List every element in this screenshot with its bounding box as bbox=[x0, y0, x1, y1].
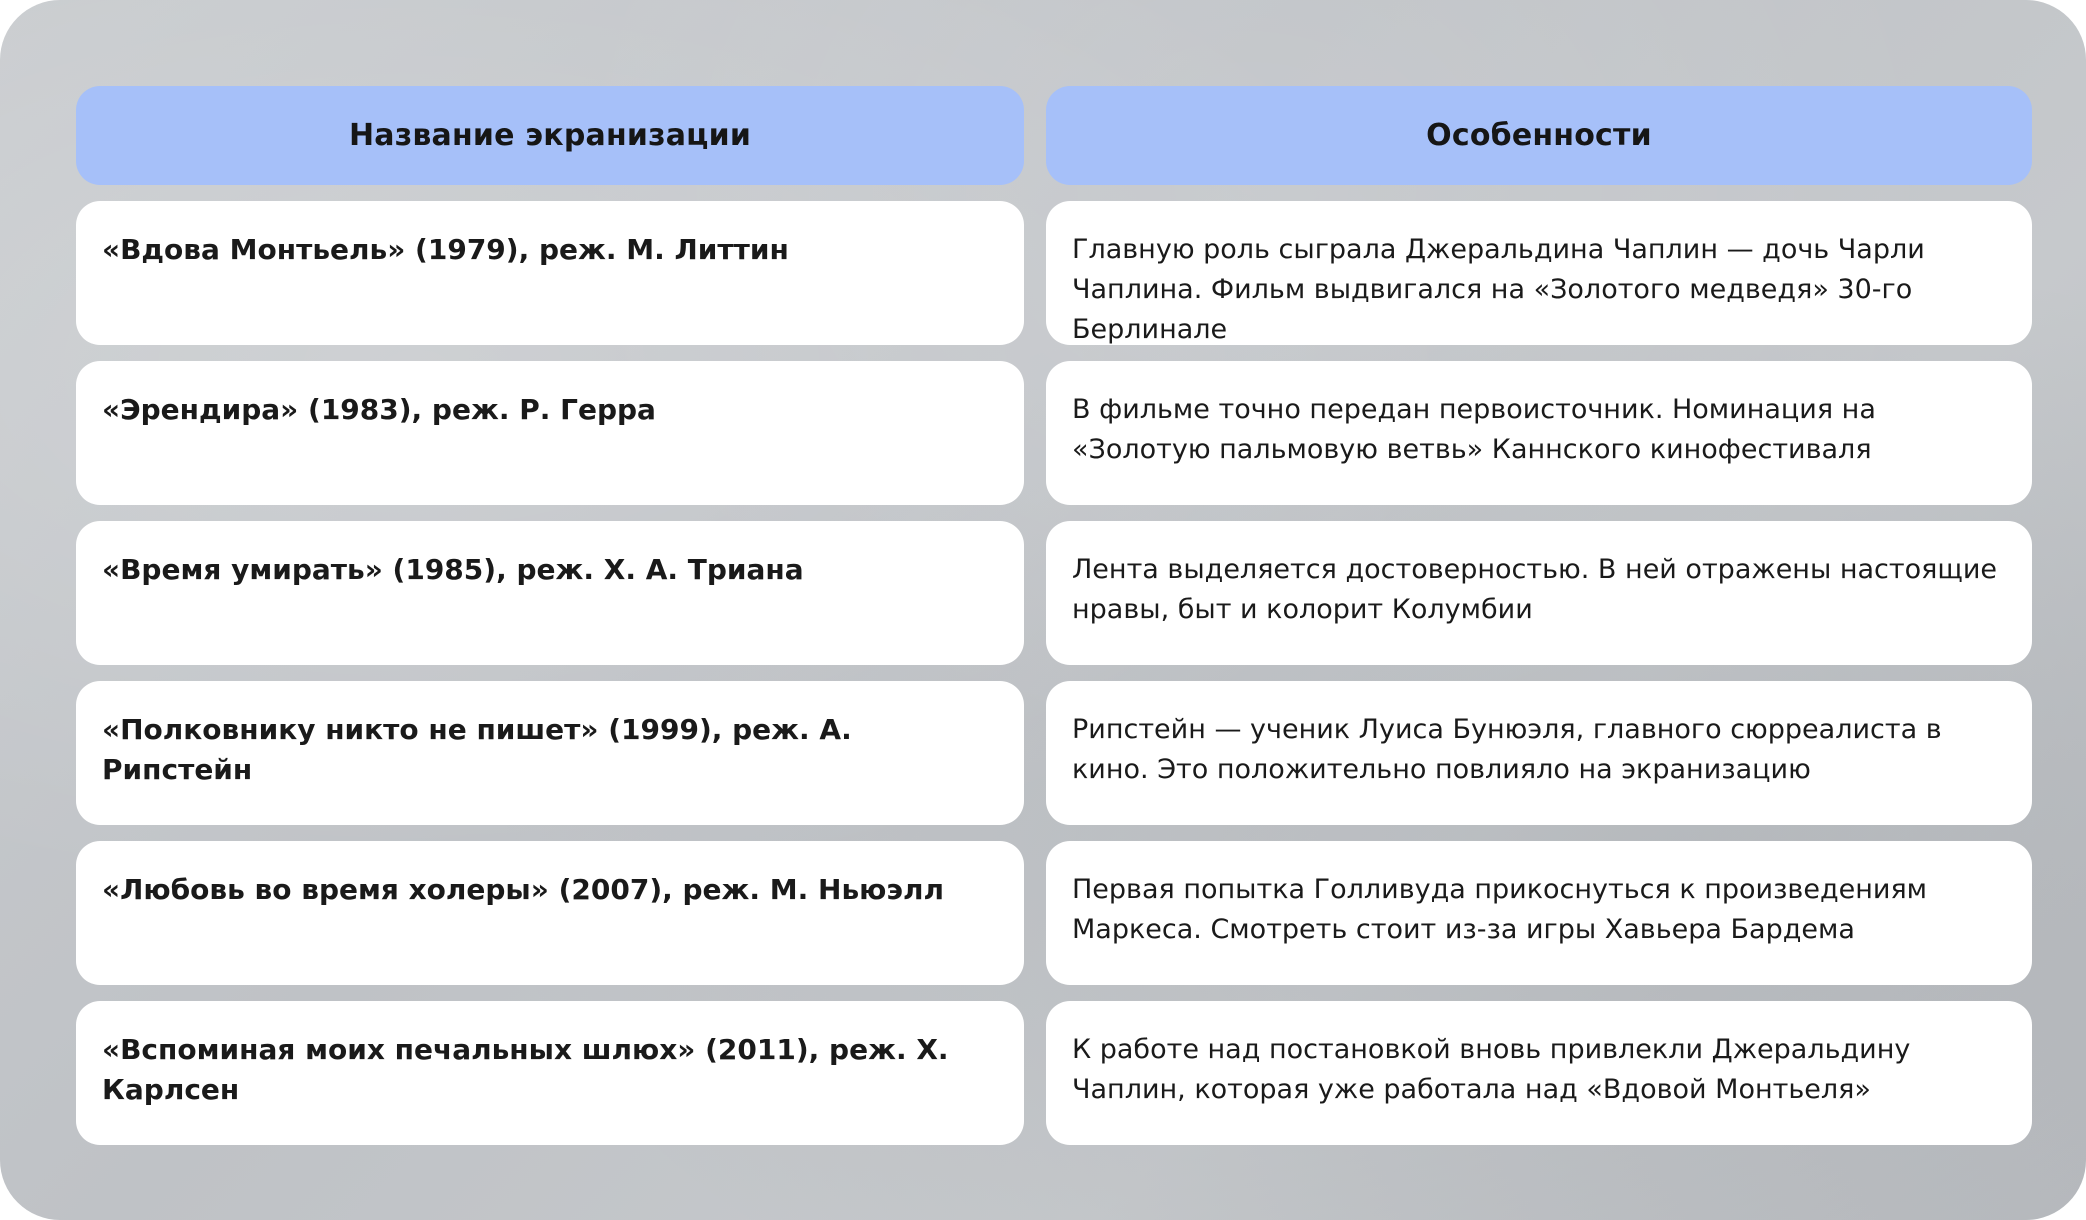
header-features-column: Особенности bbox=[1046, 86, 2032, 185]
header-title-column: Название экранизации bbox=[76, 86, 1024, 185]
row-2-features: В фильме точно передан первоисточник. Номинация на «Золотую пальмовую ветвь» Каннского кинофестиваля bbox=[1046, 361, 2032, 505]
row-3-features: Лента выделяется достоверностью. В ней отражены настоящие нравы, быт и колорит Колумбии bbox=[1046, 521, 2032, 665]
row-1-title: «Вдова Монтьель» (1979), реж. М. Литтин bbox=[76, 201, 1024, 345]
row-5-features: Первая попытка Голливуда прикоснуться к произведениям Маркеса. Смотреть стоит из-за игры Хавьера Бардема bbox=[1046, 841, 2032, 985]
row-4-title: «Полковнику никто не пишет» (1999), реж. А. Рипстейн bbox=[76, 681, 1024, 825]
row-5-title: «Любовь во время холеры» (2007), реж. М. Ньюэлл bbox=[76, 841, 1024, 985]
row-3-title: «Время умирать» (1985), реж. Х. А. Триана bbox=[76, 521, 1024, 665]
row-6-features: К работе над постановкой вновь привлекли Джеральдину Чаплин, которая уже работала над «Вдовой Монтьеля» bbox=[1046, 1001, 2032, 1145]
row-1-features: Главную роль сыграла Джеральдина Чаплин — дочь Чарли Чаплина. Фильм выдвигался на «Золотого медведя» 30-го Берлинале bbox=[1046, 201, 2032, 345]
row-4-features: Рипстейн — ученик Луиса Бунюэля, главного сюрреалиста в кино. Это положительно повлияло на экранизацию bbox=[1046, 681, 2032, 825]
adaptations-table bbox=[76, 86, 2032, 1145]
row-2-title: «Эрендира» (1983), реж. Р. Герра bbox=[76, 361, 1024, 505]
row-6-title: «Вспоминая моих печальных шлюх» (2011), реж. Х. Карлсен bbox=[76, 1001, 1024, 1145]
